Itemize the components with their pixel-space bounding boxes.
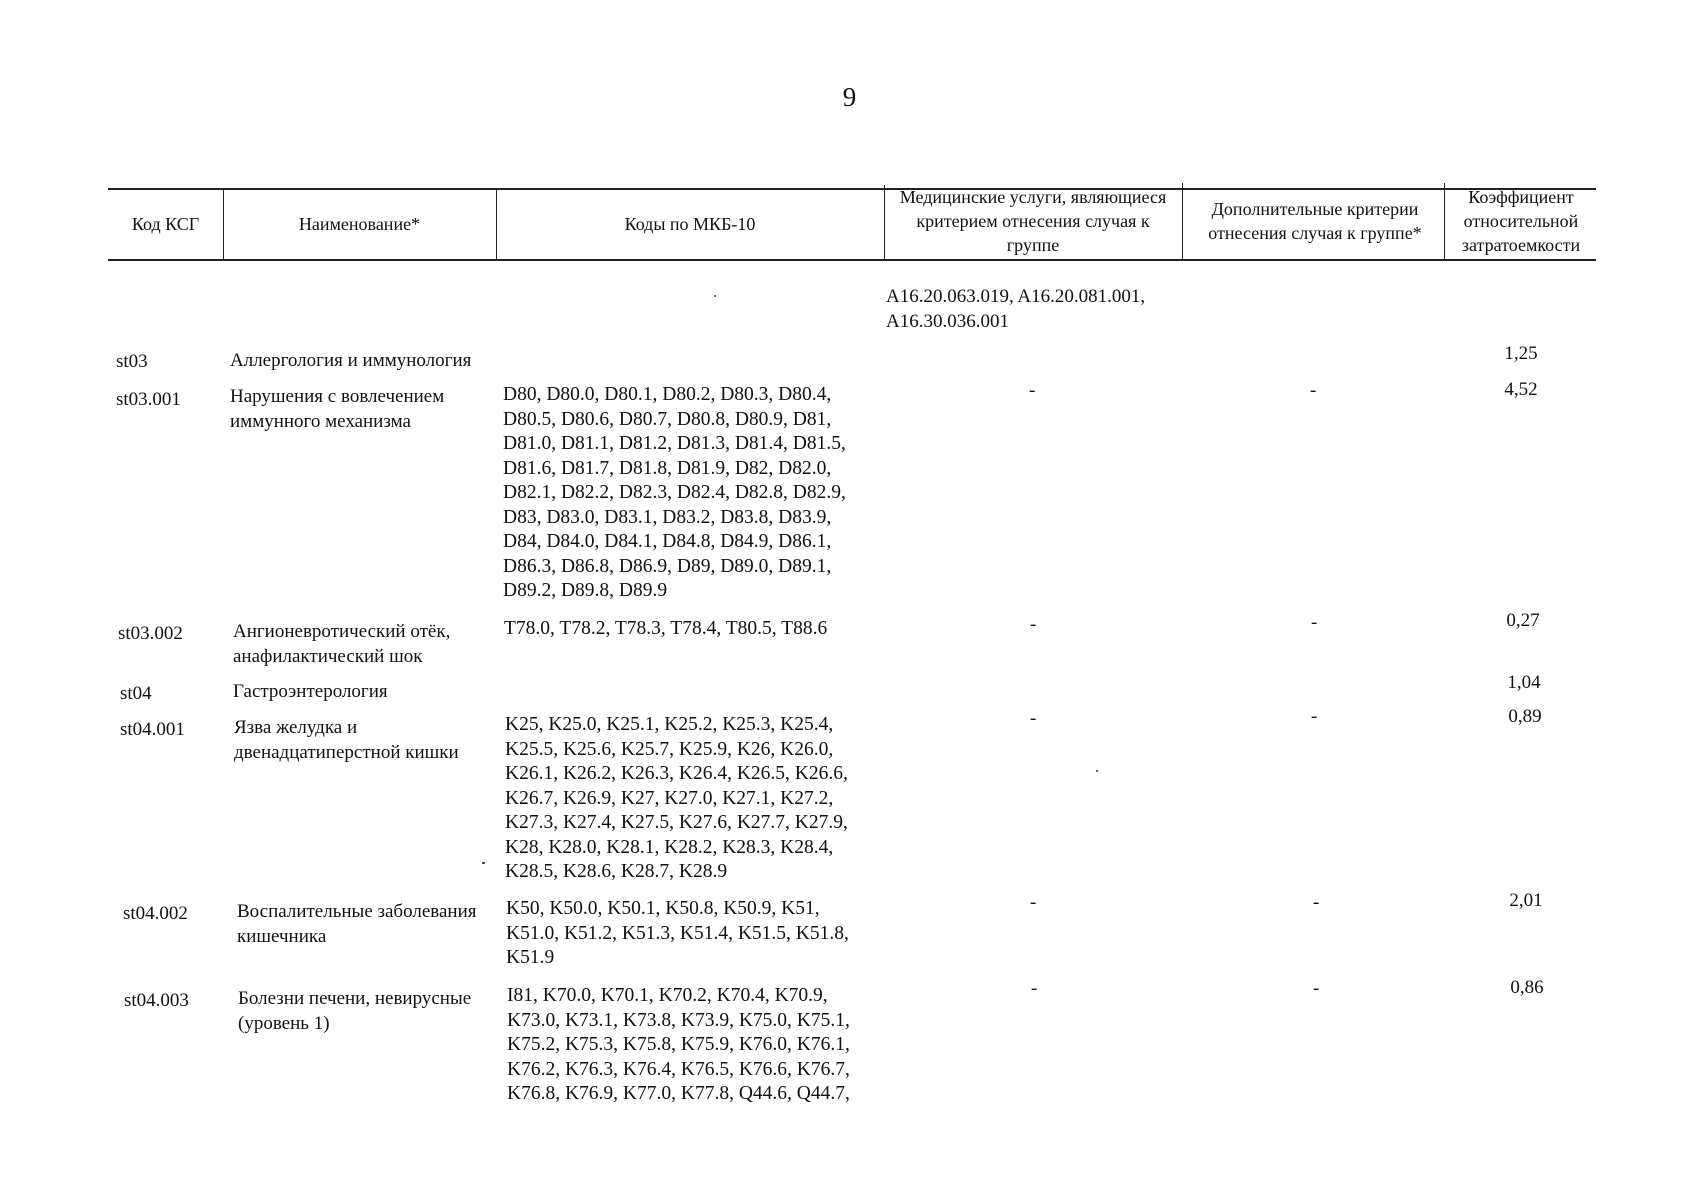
row-name: Аллергология и иммунология bbox=[230, 350, 472, 371]
row-name: Гастроэнтерология bbox=[233, 681, 388, 702]
row-name: Болезни печени, невирусные (уровень 1) bbox=[238, 988, 472, 1034]
row-code: st04 bbox=[120, 683, 152, 704]
row-code: st03.001 bbox=[116, 389, 181, 410]
row-name: Воспалительные заболевания кишечника bbox=[237, 901, 477, 947]
header-services: Медицинские услуги, являющиеся критерием отнесения случая к группе bbox=[899, 187, 1167, 255]
row-icd-codes: K25, K25.0, K25.1, K25.2, K25.3, K25.4, K25.5, K25.6, K25.7, K25.9, K26, K26.0, K26.1, K26.2, K26.3, K26.4, K26.5, K26.6, K26.7, K26.9, K27, K27.0, K27.1, K27.2, K27.3, K27.4, K27.5, K27.6, K27.7, K27.9, K28, K28.0, K28.1, K28.2, K28.3, K28.4, K28.5, K28.6, K28.7, K28.9 bbox=[505, 714, 848, 882]
row-name: Нарушения с вовлечением иммунного механизма bbox=[230, 386, 445, 432]
row-icd-codes: D80, D80.0, D80.1, D80.2, D80.3, D80.4, D80.5, D80.6, D80.7, D80.8, D80.9, D81, D81.0, D81.1, D81.2, D81.3, D81.4, D81.5, D81.6, D81.7, D81.8, D81.9, D82, D82.0, D82.1, D82.2, D82.3, D82.4, D82.8, D82.9, D83, D83.0, D83.1, D83.2, D83.8, D83.9, D84, D84.0, D84.1, D84.8, D84.9, D86.1, D86.3, D86.8, D86.9, D89, D89.0, D89.1, D89.2, D89.8, D89.9 bbox=[503, 384, 846, 601]
header-divider bbox=[1444, 183, 1445, 260]
row-icd-codes: K50, K50.0, K50.1, K50.8, K50.9, K51, K51.0, K51.2, K51.3, K51.4, K51.5, K51.8, K51.9 bbox=[506, 898, 849, 968]
row-code: st04.003 bbox=[124, 990, 189, 1011]
row-code: st04.002 bbox=[123, 903, 188, 924]
row-coefficient: 1,04 bbox=[1507, 672, 1541, 693]
row-services: - bbox=[1030, 614, 1037, 635]
row-criteria: - bbox=[1311, 706, 1318, 727]
row-criteria: - bbox=[1313, 892, 1320, 913]
scan-speck bbox=[1096, 770, 1098, 772]
row-criteria: - bbox=[1311, 612, 1318, 633]
row-services: - bbox=[1031, 978, 1038, 999]
row-coefficient: 0,89 bbox=[1508, 706, 1542, 727]
row-name: Ангионевротический отёк, анафилактический шок bbox=[233, 621, 451, 667]
row-icd-codes: I81, K70.0, K70.1, K70.2, K70.4, K70.9, K73.0, K73.1, K73.8, K73.9, K75.0, K75.1, K75.2, K75.3, K75.8, K75.9, K76.0, K76.1, K76.2, K76.3, K76.4, K76.5, K76.6, K76.7, K76.8, K76.9, K77.0, K77.8, Q44.6, Q44.7, bbox=[507, 985, 850, 1104]
scan-speck bbox=[482, 862, 485, 864]
row-code: st03 bbox=[116, 351, 148, 372]
row-coefficient: 2,01 bbox=[1509, 890, 1543, 911]
row-criteria: - bbox=[1313, 978, 1320, 999]
row-coefficient: 1,25 bbox=[1504, 343, 1538, 364]
header-divider bbox=[884, 185, 885, 260]
continuation-services: A16.20.063.019, A16.20.081.001, A16.30.036.001 bbox=[886, 286, 1146, 332]
header-code: Код КСГ bbox=[131, 213, 200, 234]
header-icd-codes: Коды по МКБ-10 bbox=[624, 213, 756, 234]
page-number: 9 bbox=[842, 82, 857, 112]
header-coefficient: Коэффициент относительной затратоемкости bbox=[1461, 187, 1581, 255]
header-name: Наименование* bbox=[298, 213, 421, 234]
row-icd-codes: T78.0, T78.2, T78.3, T78.4, T80.5, T88.6 bbox=[504, 618, 828, 639]
row-criteria: - bbox=[1310, 380, 1317, 401]
header-criteria: Дополнительные критерии отнесения случая к группе* bbox=[1208, 199, 1422, 243]
row-coefficient: 4,52 bbox=[1504, 379, 1538, 400]
scan-speck bbox=[714, 295, 716, 297]
header-divider bbox=[1182, 183, 1183, 260]
row-name: Язва желудка и двенадцатиперстной кишки bbox=[234, 717, 459, 763]
table-header bbox=[108, 183, 1596, 259]
header-bottom-rule bbox=[108, 259, 1596, 261]
row-services: - bbox=[1029, 380, 1036, 401]
row-services: - bbox=[1030, 708, 1037, 729]
row-coefficient: 0,27 bbox=[1506, 610, 1540, 631]
row-coefficient: 0,86 bbox=[1510, 977, 1544, 998]
row-services: - bbox=[1030, 892, 1037, 913]
row-code: st03.002 bbox=[118, 623, 183, 644]
row-code: st04.001 bbox=[120, 719, 185, 740]
